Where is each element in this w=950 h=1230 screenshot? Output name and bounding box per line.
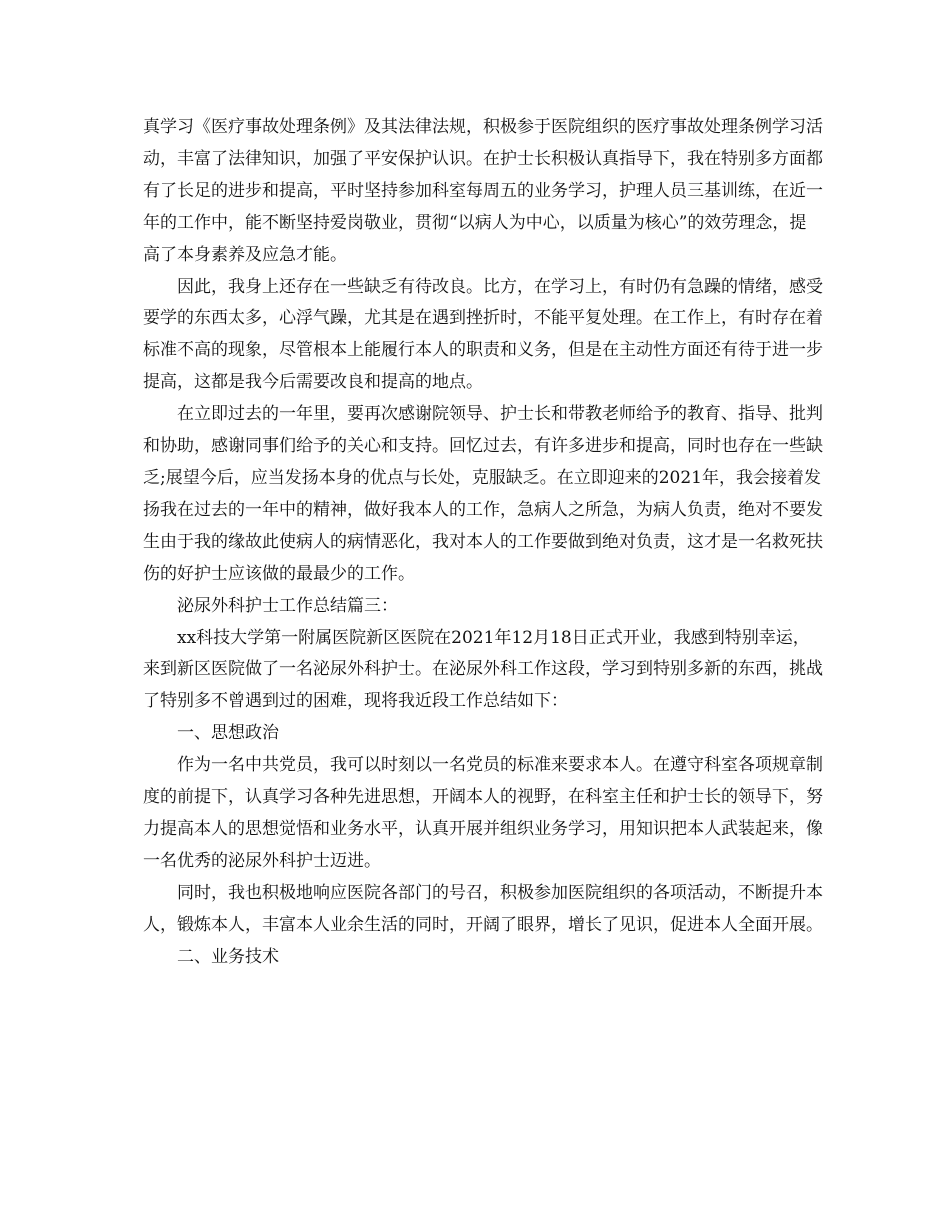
- paragraph-2: 因此，我身上还存在一些缺乏有待改良。比方，在学习上，有时仍有急躁的情绪，感受要学的东西太多，心浮气躁，尤其是在遇到挫折时，不能平复处理。在工作上，有时存在着标准不高的现象，尽管根本上能履行本人的职责和义务，但是在主动性方面还有待于进一步提高，这都是我今后需要改良和提高的地点。: [143, 276, 823, 393]
- paragraph-8: 同时，我也积极地响应医院各部门的号召，积极参加医院组织的各项活动，不断提升本人，锻炼本人，丰富本人业余生活的同时，开阔了眼界，增长了见识，促进本人全面开展。: [143, 882, 823, 935]
- heading-ideology-politics: 一、思想政治: [177, 723, 279, 744]
- paragraph-5: xx科技大学第一附属医院新区医院在2021年12月18日正式开业，我感到特别幸运，来到新区医院做了一名泌尿外科护士。在泌尿外科工作这段，学习到特别多新的东西，挑战了特别多不曾遇到过的困难，现将我近段工作总结如下：: [143, 627, 823, 712]
- document-body: [143, 112, 823, 973]
- heading-business-skills: 二、业务技术: [177, 946, 279, 967]
- section-heading-part-three: 泌尿外科护士工作总结篇三：: [177, 595, 398, 616]
- paragraph-7: 作为一名中共党员，我可以时刻以一名党员的标准来要求本人。在遵守科室各项规章制度的前提下，认真学习各种先进思想，开阔本人的视野，在科室主任和护士长的领导下，努力提高本人的思想觉悟和业务水平，认真开展并组织业务学习，用知识把本人武装起来，像一名优秀的泌尿外科护士迈进。: [143, 755, 823, 871]
- paragraph-3: 在立即过去的一年里，要再次感谢院领导、护士长和带教老师给予的教育、指导、批判和协助，感谢同事们给予的关心和支持。回忆过去，有许多进步和提高，同时也存在一些缺乏;展望今后，应当发扬本身的优点与长处，克服缺乏。在立即迎来的2021年，我会接着发扬我在过去的一年中的精神，做好我本人的工作，急病人之所急，为病人负责，绝对不要发生由于我的缘故此使病人的病情恶化，我对本人的工作要做到绝对负责，这才是一名救死扶伤的好护士应该做的最最少的工作。: [143, 404, 823, 584]
- paragraph-1: 真学习《医疗事故处理条例》及其法律法规，积极参于医院组织的医疗事故处理条例学习活动，丰富了法律知识，加强了平安保护认识。在护士长积极认真指导下，我在特别多方面都有了长足的进步和提高，平时坚持参加科室每周五的业务学习，护理人员三基训练，在近一年的工作中，能不断坚持爱岗敬业，贯彻“以病人为中心，以质量为核心”的效劳理念，提高了本身素养及应急才能。: [143, 117, 823, 265]
